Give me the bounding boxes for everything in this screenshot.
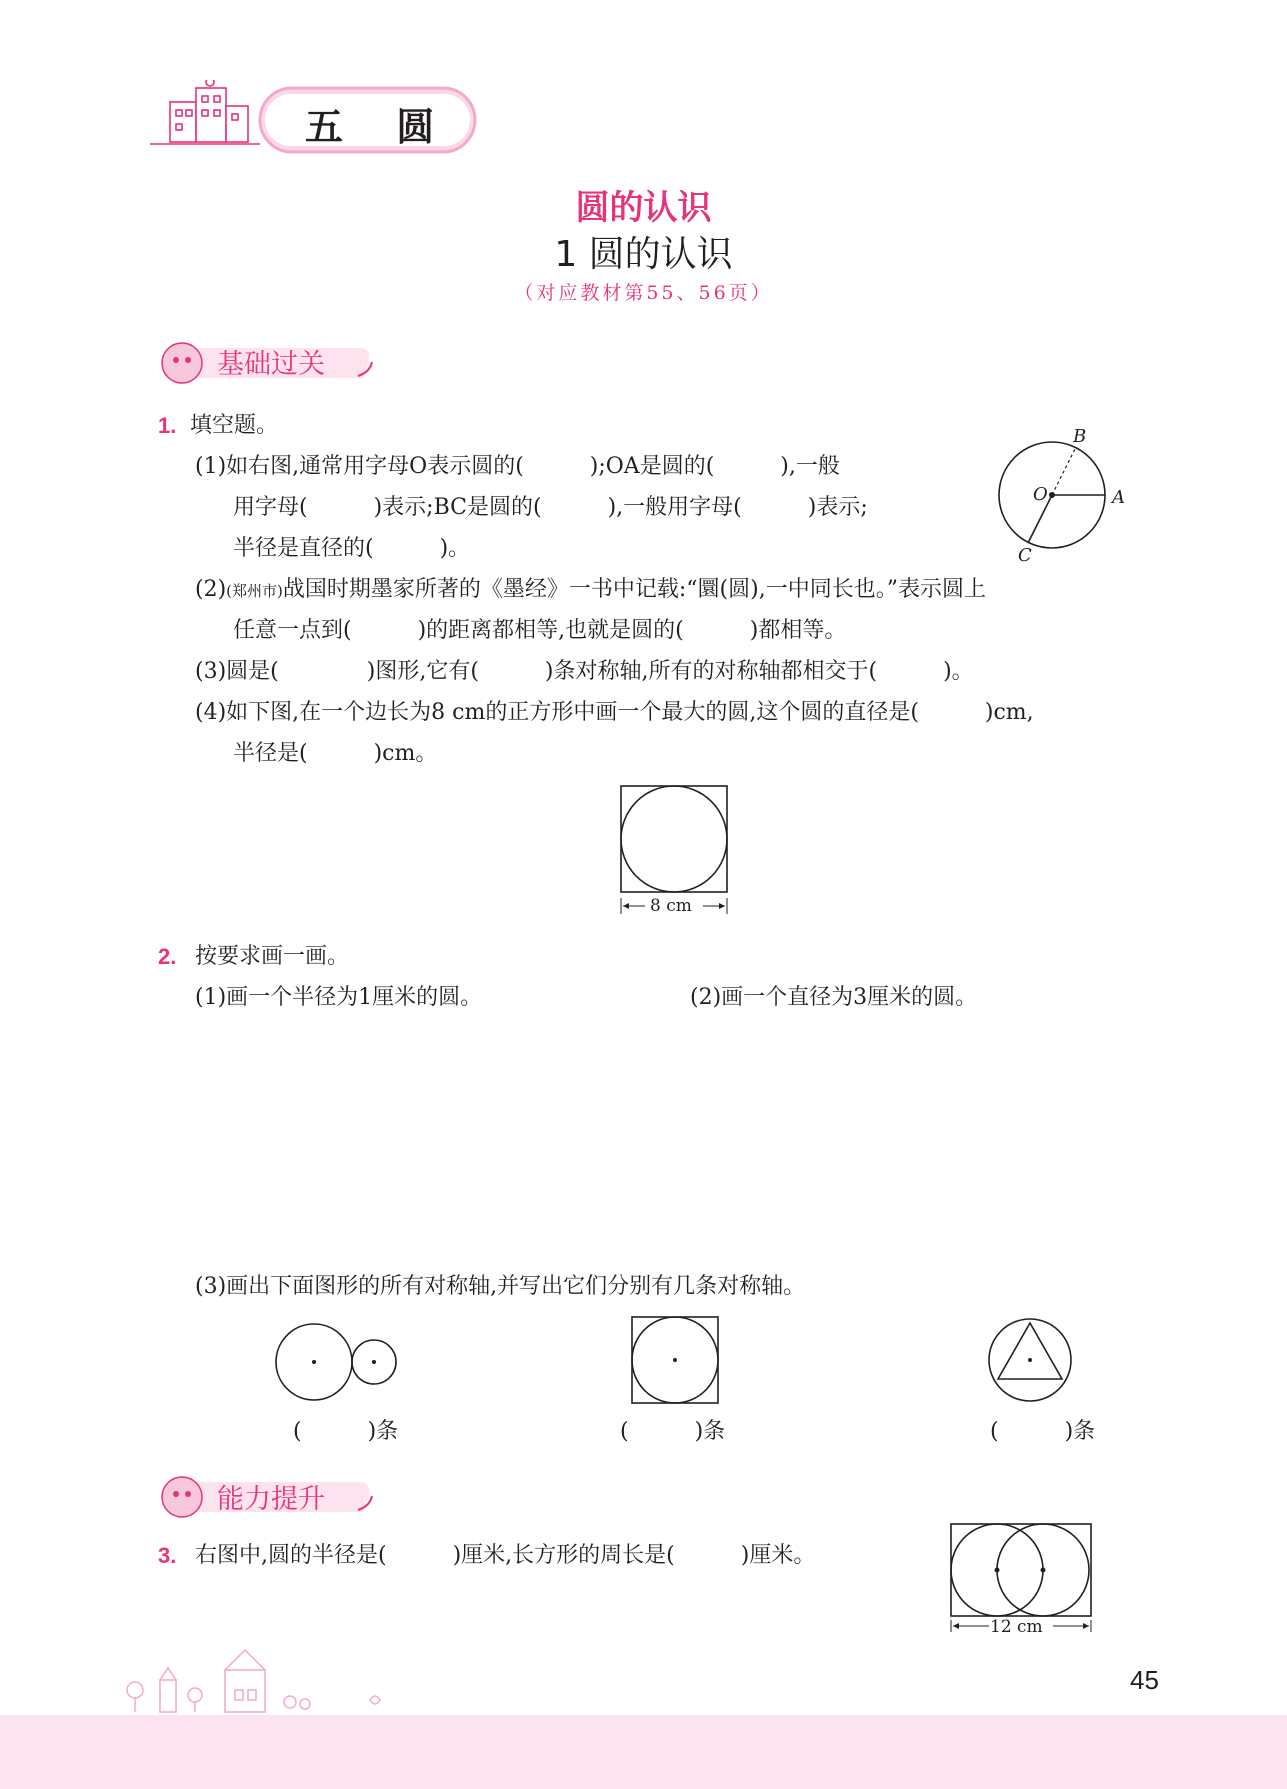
footer-decoration: [120, 1640, 420, 1720]
question-1-part3: (3)圆是( )图形,它有( )条对称轴,所有的对称轴都相交于( )。: [195, 659, 974, 684]
figure-label-b: B: [1073, 426, 1087, 447]
page-number: 45: [1130, 1665, 1159, 1695]
question-1-part2-line2: 任意一点到( )的距离都相等,也就是圆的( )都相等。: [233, 618, 847, 643]
question-1-part2-text: 战国时期墨家所著的《墨经》一书中记载:“圜(圆),一中同长也。”表示圆上: [282, 577, 986, 602]
figure-label-a: A: [1112, 487, 1125, 508]
question-1-part2-tag: (郑州市): [226, 582, 283, 600]
circle-in-square-figure: [628, 1313, 723, 1408]
answer-blank-3[interactable]: ( )条: [990, 1419, 1096, 1444]
two-circles-figure: [270, 1320, 405, 1405]
question-3-number: 3.: [158, 1543, 177, 1568]
lesson-title: 1 圆的认识: [554, 234, 733, 275]
figure-label-c: C: [1018, 545, 1032, 566]
question-1-part1-line3: 半径是直径的( )。: [233, 536, 471, 561]
question-1-part4-line2: 半径是( )cm。: [233, 741, 438, 766]
rectangle-length-label: 12 cm: [990, 1617, 1043, 1637]
badge-advanced-label: 能力提升: [217, 1484, 325, 1515]
question-2-part2: (2)画一个直径为3厘米的圆。: [690, 985, 978, 1010]
question-1-part4-line1: (4)如下图,在一个边长为8 cm的正方形中画一个最大的圆,这个圆的直径是( )cm,: [195, 700, 1034, 725]
question-2-title: 按要求画一画。: [195, 944, 350, 969]
figure-label-o: O: [1033, 484, 1048, 505]
section-title: 圆的认识: [575, 188, 712, 228]
footer-band: [0, 1715, 1287, 1789]
question-1-part1-line2: 用字母( )表示;BC是圆的( ),一般用字母( )表示;: [233, 495, 868, 520]
question-1-part1-line1: (1)如右图,通常用字母O表示圆的( );OA是圆的( ),一般: [195, 454, 840, 479]
badge-basic-label: 基础过关: [217, 349, 325, 380]
question-2-part1: (1)画一个半径为1厘米的圆。: [195, 985, 483, 1010]
triangle-in-circle-figure: [985, 1315, 1075, 1405]
question-3-text: 右图中,圆的半径是( )厘米,长方形的周长是( )厘米。: [195, 1543, 816, 1568]
answer-blank-1[interactable]: ( )条: [293, 1419, 399, 1444]
question-1-part2-line1: [195, 575, 986, 606]
textbook-reference: （对应教材第55、56页）: [514, 282, 773, 304]
question-2-number: 2.: [158, 944, 177, 969]
answer-blank-2[interactable]: ( )条: [620, 1419, 726, 1444]
question-2-part3: (3)画出下面图形的所有对称轴,并写出它们分别有几条对称轴。: [195, 1274, 806, 1299]
question-1-part2-prefix: (2): [195, 577, 227, 602]
square-side-label: 8 cm: [650, 896, 692, 916]
question-1-number: 1.: [158, 413, 177, 438]
question-1-title: 填空题。: [190, 413, 279, 438]
chapter-title: 五 圆: [305, 105, 455, 149]
